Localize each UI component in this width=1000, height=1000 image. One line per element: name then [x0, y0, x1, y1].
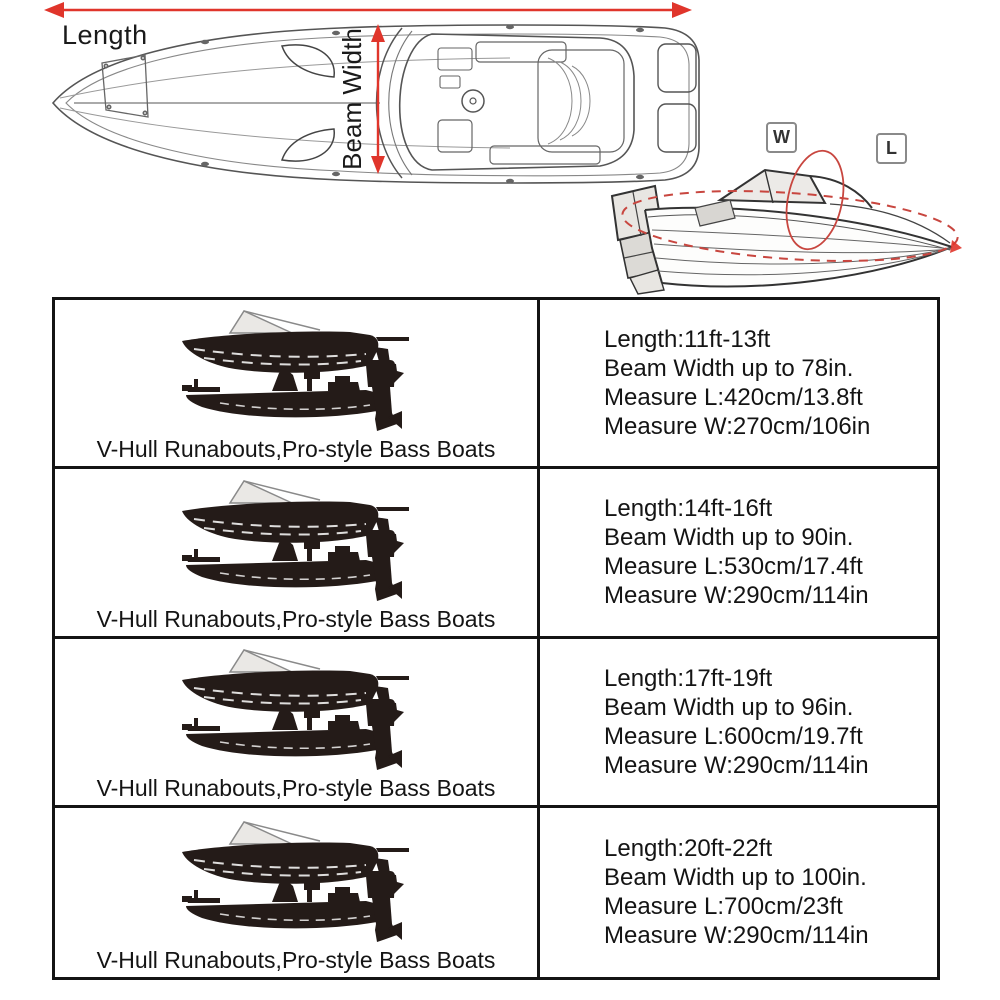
- boat-types-cell: [55, 469, 540, 635]
- boat-silhouettes: [180, 818, 412, 946]
- beam-width-arrow: [371, 24, 385, 174]
- size-row-2: [55, 469, 937, 638]
- length-marker-letter: L: [886, 138, 897, 158]
- size-row-1: [55, 300, 937, 469]
- beam-width-max: Beam Width up to 78in.: [604, 355, 854, 383]
- size-chart-table: [52, 297, 940, 980]
- boat-silhouettes: [180, 646, 412, 774]
- measure-length: Measure L:420cm/13.8ft: [604, 384, 863, 412]
- length-range: Length:20ft-22ft: [604, 835, 773, 863]
- width-marker-badge: [766, 122, 797, 153]
- measure-width: Measure W:290cm/114in: [604, 582, 869, 610]
- beam-width-max: Beam Width up to 100in.: [604, 864, 867, 892]
- measure-length: Measure L:700cm/23ft: [604, 893, 843, 921]
- length-marker-badge: [876, 133, 907, 164]
- measure-length: Measure L:600cm/19.7ft: [604, 722, 863, 750]
- boat-types-caption: V-Hull Runabouts,Pro-style Bass Boats: [96, 774, 496, 801]
- boat-silhouettes: [180, 307, 412, 435]
- measure-width: Measure W:270cm/106in: [604, 413, 871, 441]
- beam-width-max: Beam Width up to 96in.: [604, 693, 854, 721]
- dimensions-cell: [540, 808, 937, 977]
- dimensions-cell: [540, 639, 937, 805]
- length-label: Length: [62, 20, 148, 50]
- measure-width: Measure W:290cm/114in: [604, 922, 869, 950]
- boat-types-caption: V-Hull Runabouts,Pro-style Bass Boats: [96, 947, 496, 973]
- length-arrow: [44, 2, 692, 18]
- beam-width-max: Beam Width up to 90in.: [604, 524, 854, 552]
- length-range: Length:17ft-19ft: [604, 664, 773, 692]
- size-row-3: [55, 639, 937, 808]
- size-row-4: [55, 808, 937, 977]
- width-marker-letter: W: [773, 127, 790, 147]
- boat-types-caption: V-Hull Runabouts,Pro-style Bass Boats: [96, 436, 496, 463]
- boat-types-cell: [55, 639, 540, 805]
- boat-types-cell: [55, 808, 540, 977]
- measure-length: Measure L:530cm/17.4ft: [604, 553, 863, 581]
- measure-width: Measure W:290cm/114in: [604, 751, 869, 779]
- dimensions-cell: [540, 469, 937, 635]
- length-range: Length:11ft-13ft: [604, 326, 771, 354]
- beam-width-label: Beam Width: [337, 28, 367, 170]
- boat-silhouettes: [180, 477, 412, 605]
- dimensions-cell: [540, 300, 937, 466]
- length-range: Length:14ft-16ft: [604, 495, 773, 523]
- boat-types-caption: V-Hull Runabouts,Pro-style Bass Boats: [96, 605, 496, 632]
- boat-types-cell: [55, 300, 540, 466]
